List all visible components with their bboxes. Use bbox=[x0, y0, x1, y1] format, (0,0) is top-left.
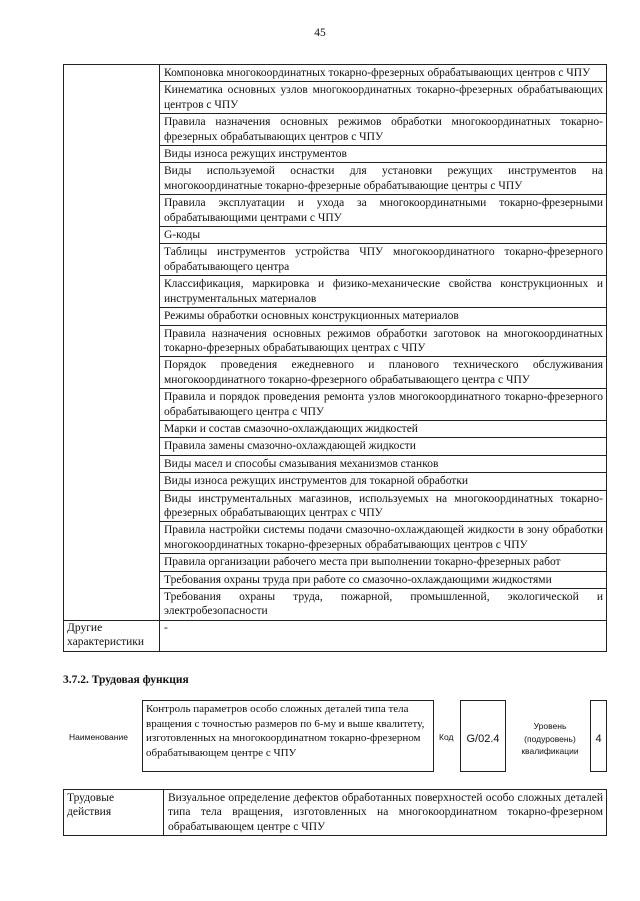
knowledge-label-cell bbox=[64, 65, 160, 621]
knowledge-item: Правила настройки системы подачи смазочно-охлаждающей жидкости в зону обработки многокоординатных токарно-фрезерных обрабатывающих центров с ЧПУ bbox=[160, 522, 607, 554]
knowledge-item: Правила назначения основных режимов обработки заготовок на многокоординатных токарно-фрезерных обрабатывающих центрах с ЧПУ bbox=[160, 325, 607, 357]
knowledge-item: Правила организации рабочего места при выполнении токарно-фрезерных работ bbox=[160, 554, 607, 571]
other-row bbox=[64, 620, 607, 651]
knowledge-item: Требования охраны труда при работе со смазочно-охлаждающими жидкостями bbox=[160, 571, 607, 588]
level-value: 4 bbox=[590, 700, 607, 772]
knowledge-item: Правила эксплуатации и ухода за многокоординатными токарно-фрезерными обрабатывающими центрами с ЧПУ bbox=[160, 195, 607, 227]
knowledge-item: Требования охраны труда, пожарной, промышленной, экологической и электробезопасности bbox=[160, 589, 607, 621]
knowledge-table bbox=[63, 64, 607, 652]
knowledge-item: Марки и состав смазочно-охлаждающих жидкостей bbox=[160, 420, 607, 437]
knowledge-item: Классификация, маркировка и физико-механические свойства конструкционных и инструментальных материалов bbox=[160, 276, 607, 308]
other-label: Другие характеристики bbox=[64, 620, 160, 651]
page-number: 45 bbox=[314, 27, 326, 39]
knowledge-item: Виды инструментальных магазинов, используемых на многокоординатных токарно-фрезерных обрабатывающих центрах с ЧПУ bbox=[160, 490, 607, 522]
level-label: Уровень (подуровень) квалификации bbox=[521, 721, 579, 756]
labor-actions-table bbox=[63, 789, 607, 836]
knowledge-row bbox=[64, 65, 607, 82]
knowledge-item: Порядок проведения ежедневного и планового технического обслуживания многокоординатного токарно-фрезерного обрабатывающего центра с ЧПУ bbox=[160, 357, 607, 389]
knowledge-item: Виды износа режущих инструментов для токарной обработки bbox=[160, 473, 607, 490]
knowledge-item: Кинематика основных узлов многокоординатных токарно-фрезерных обрабатывающих центров с ЧПУ bbox=[160, 82, 607, 114]
labor-actions-row bbox=[64, 790, 607, 836]
knowledge-item: G-коды bbox=[160, 227, 607, 244]
labor-function-header bbox=[63, 700, 607, 778]
labor-actions-value: Визуальное определение дефектов обработанных поверхностей особо сложных деталей типа тела вращения, изготовленных на многокоординатном токарно-фрезерном обрабатывающем центре с ЧПУ bbox=[164, 790, 607, 836]
knowledge-item: Виды износа режущих инструментов bbox=[160, 146, 607, 163]
knowledge-item: Компоновка многокоординатных токарно-фрезерных обрабатывающих центров с ЧПУ bbox=[160, 65, 607, 82]
knowledge-item: Таблицы инструментов устройства ЧПУ многокоординатного токарно-фрезерного обрабатывающего центра bbox=[160, 244, 607, 276]
code-label: Код bbox=[439, 732, 454, 742]
knowledge-item: Виды масел и способы смазывания механизмов станков bbox=[160, 455, 607, 472]
knowledge-item: Правила и порядок проведения ремонта узлов многокоординатного токарно-фрезерного обрабатывающего центра с ЧПУ bbox=[160, 389, 607, 421]
other-value: - bbox=[160, 620, 607, 651]
name-label: Наименование bbox=[69, 732, 128, 742]
labor-actions-label: Трудовые действия bbox=[64, 790, 164, 836]
knowledge-item: Виды используемой оснастки для установки режущих инструментов на многокоординатные токарно-фрезерные обрабатывающие центры с ЧПУ bbox=[160, 163, 607, 195]
code-value: G/02.4 bbox=[460, 700, 506, 772]
knowledge-item: Правила замены смазочно-охлаждающей жидкости bbox=[160, 438, 607, 455]
section-heading: 3.7.2. Трудовая функция bbox=[63, 674, 189, 686]
function-name: Контроль параметров особо сложных деталей типа тела вращения с точностью размеров по 6-му и выше квалитету, изготовленных на многокоординатном токарно-фрезерном обрабатывающем центре с ЧПУ bbox=[142, 700, 434, 772]
knowledge-item: Режимы обработки основных конструкционных материалов bbox=[160, 308, 607, 325]
knowledge-item: Правила назначения основных режимов обработки многокоординатных токарно-фрезерных обрабатывающих центров с ЧПУ bbox=[160, 114, 607, 146]
